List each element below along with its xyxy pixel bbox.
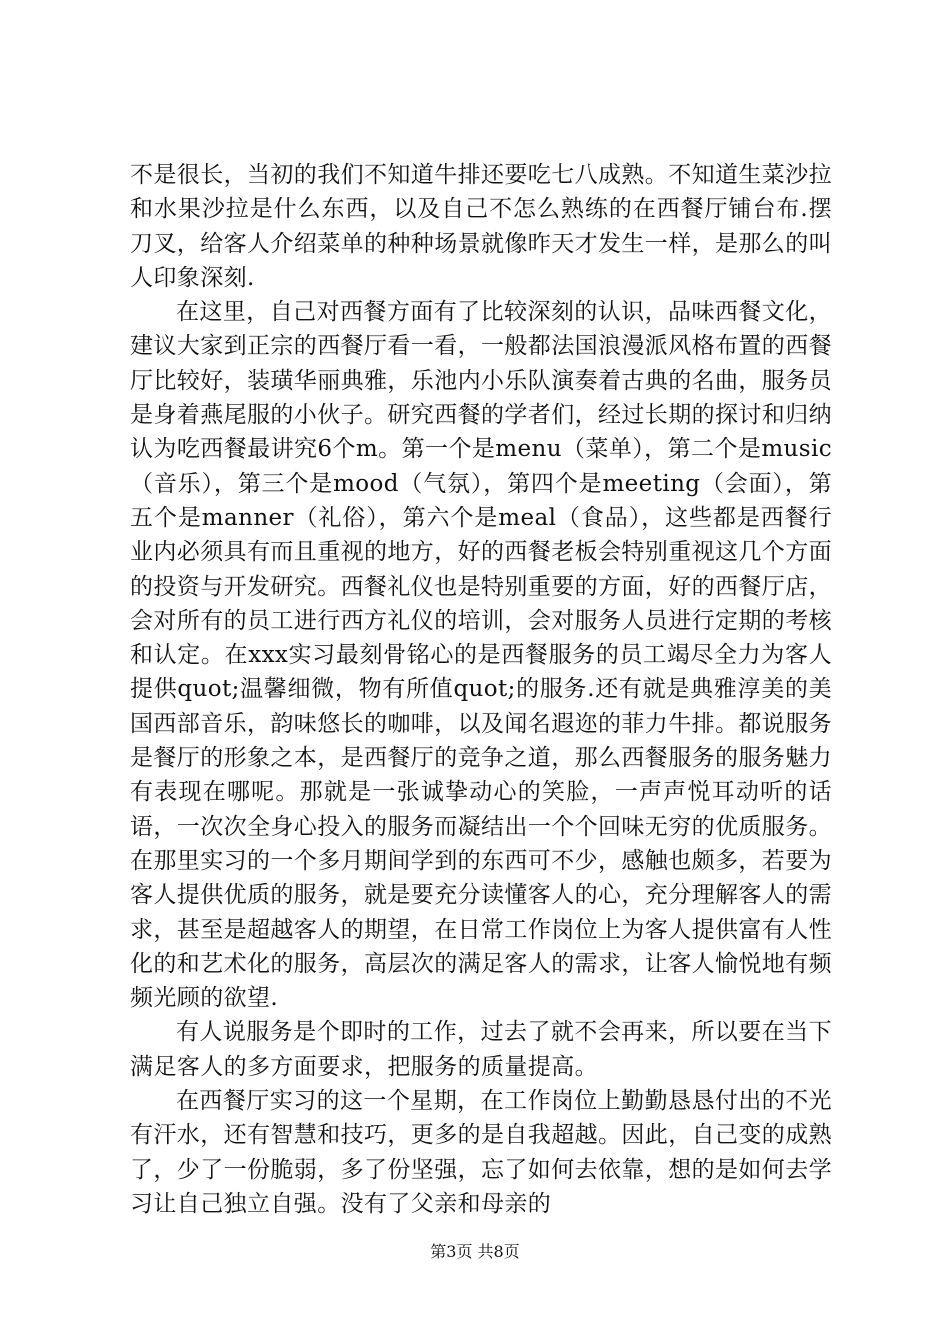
paragraph-internship-week: 在西餐厅实习的这一个星期，在工作岗位上勤勤恳恳付出的不光有汗水，还有智慧和技巧，更多的是自我超越。因此，自己变的成熟了，少了一份脆弱，多了份坚强，忘了如何去依靠，想的是如何去学习让自己独立自强。没有了父亲和母亲的: [130, 1088, 832, 1217]
paragraph-western-dining: 在这里，自己对西餐方面有了比较深刻的认识，品味西餐文化，建议大家到正宗的西餐厅看一看，一般都法国浪漫派风格布置的西餐厅比较好，装璜华丽典雅，乐池内小乐队演奏着古典的名曲，服务员是身着燕尾服的小伙子。研究西餐的学者们，经过长期的探讨和归纳认为吃西餐最讲究6个m。第一个是menu（菜单），第二个是music（音乐），第三个是mood（气氛），第四个是meeting（会面），第五个是manner（礼俗），第六个是meal（食品），这些都是西餐行业内必须具有而且重视的地方，好的西餐老板会特别重视这几个方面的投资与开发研究。西餐礼仪也是特别重要的方面，好的西餐厅店，会对所有的员工进行西方礼仪的培训，会对服务人员进行定期的考核和认定。在xxx实习最刻骨铭心的是西餐服务的员工竭尽全力为客人提供quot;温馨细微，物有所值quot;的服务.还有就是典雅淳美的美国西部音乐，韵味悠长的咖啡，以及闻名遐迩的菲力牛排。都说服务是餐厅的形象之本，是西餐厅的竞争之道，那么西餐服务的服务魅力有表现在哪呢。那就是一张诚挚动心的笑脸，一声声悦耳动听的话语，一次次全身心投入的服务而凝结出一个个回味无穷的优质服务。在那里实习的一个多月期间学到的东西可不少，感触也颇多，若要为客人提供优质的服务，就是要充分读懂客人的心，充分理解客人的需求，甚至是超越客人的期望，在日常工作岗位上为客人提供富有人性化的和艺术化的服务，高层次的满足客人的需求，让客人愉悦地有频频光顾的欲望.: [130, 299, 832, 1012]
document-body: [130, 158, 832, 1221]
paragraph-continuation: 不是很长，当初的我们不知道牛排还要吃七八成熟。不知道生菜沙拉和水果沙拉是什么东西，以及自己不怎么熟练的在西餐厅铺台布.摆刀叉，给客人介绍菜单的种种场景就像昨天才发生一样，是那么的叫人印象深刻.: [130, 162, 832, 291]
paragraph-service-instant: 有人说服务是个即时的工作，过去了就不会再来，所以要在当下满足客人的多方面要求，把服务的质量提高。: [130, 1019, 832, 1080]
page-number-footer: 第3页 共8页: [430, 1242, 520, 1261]
